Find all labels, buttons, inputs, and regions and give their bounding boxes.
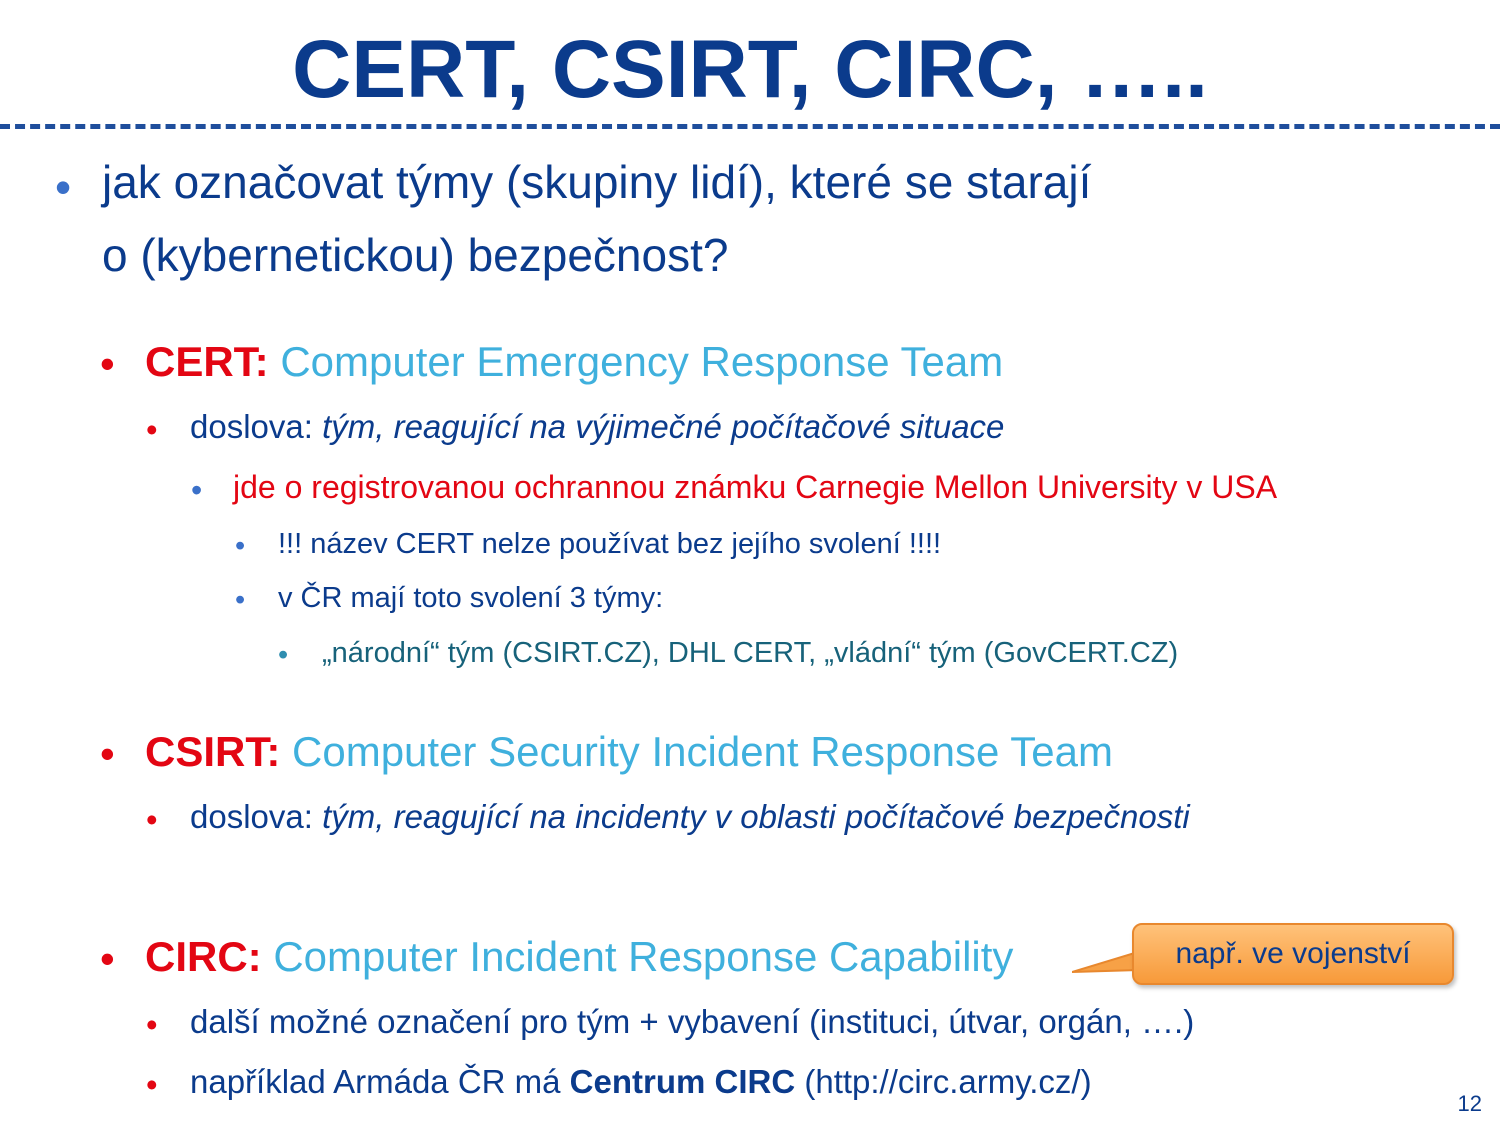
circ-other-designation: další možné označení pro tým + vybavení (instituci, útvar, orgán, ….) [190, 1003, 1195, 1040]
csirt-literal-prefix: doslova: [190, 798, 323, 835]
cert-full-name: Computer Emergency Response Team [280, 338, 1004, 385]
bullet-icon: • [55, 161, 72, 213]
csirt-label: CSIRT: [145, 728, 281, 775]
cert-literal-text: tým, reagující na výjimečné počítačové situace [322, 408, 1005, 445]
csirt-literal [190, 798, 1190, 836]
circ-heading [145, 933, 1013, 981]
bullet-icon: • [191, 472, 203, 508]
csirt-literal-text: tým, reagující na incidenty v oblasti počítačové bezpečnosti [322, 798, 1190, 835]
bullet-icon: • [146, 1006, 158, 1043]
bullet-icon: • [100, 340, 115, 387]
circ-full-name: Computer Incident Response Capability [273, 933, 1014, 980]
cert-label: CERT: [145, 338, 269, 385]
page-number: 12 [1457, 1091, 1482, 1116]
csirt-full-name: Computer Security Incident Response Team [292, 728, 1113, 775]
cert-trademark: jde o registrovanou ochrannou známku Carnegie Mellon University v USA [233, 469, 1278, 505]
bullet-icon: • [146, 801, 158, 838]
cert-warning: !!! název CERT nelze používat bez jejího svolení !!!! [278, 528, 942, 560]
bullet-icon: • [100, 730, 115, 777]
callout-military: např. ve vojenství [1132, 923, 1454, 985]
bullet-icon: • [278, 639, 289, 671]
title-divider [0, 124, 1500, 129]
cert-literal-prefix: doslova: [190, 408, 323, 445]
cert-heading [145, 338, 1003, 386]
circ-example [190, 1063, 1092, 1101]
circ-example-bold: Centrum CIRC [569, 1063, 796, 1100]
circ-example-suffix: (http://circ.army.cz/) [795, 1063, 1092, 1100]
intro-line-2: o (kybernetickou) bezpečnost? [102, 229, 729, 281]
bullet-icon: • [235, 530, 246, 562]
slide-title: CERT, CSIRT, CIRC, ….. [292, 24, 1208, 115]
bullet-icon: • [146, 1066, 158, 1103]
circ-label: CIRC: [145, 933, 262, 980]
bullet-icon: • [100, 935, 115, 982]
cert-cz-teams: „národní“ tým (CSIRT.CZ), DHL CERT, „vládní“ tým (GovCERT.CZ) [322, 637, 1179, 669]
bullet-icon: • [146, 411, 158, 448]
circ-example-prefix: například Armáda ČR má [190, 1063, 570, 1100]
cert-literal [190, 408, 1004, 446]
csirt-heading [145, 728, 1113, 776]
bullet-icon: • [235, 584, 246, 616]
intro-line-1: jak označovat týmy (skupiny lidí), které se starají [102, 156, 1092, 208]
cert-cz-permission: v ČR mají toto svolení 3 týmy: [278, 582, 664, 614]
